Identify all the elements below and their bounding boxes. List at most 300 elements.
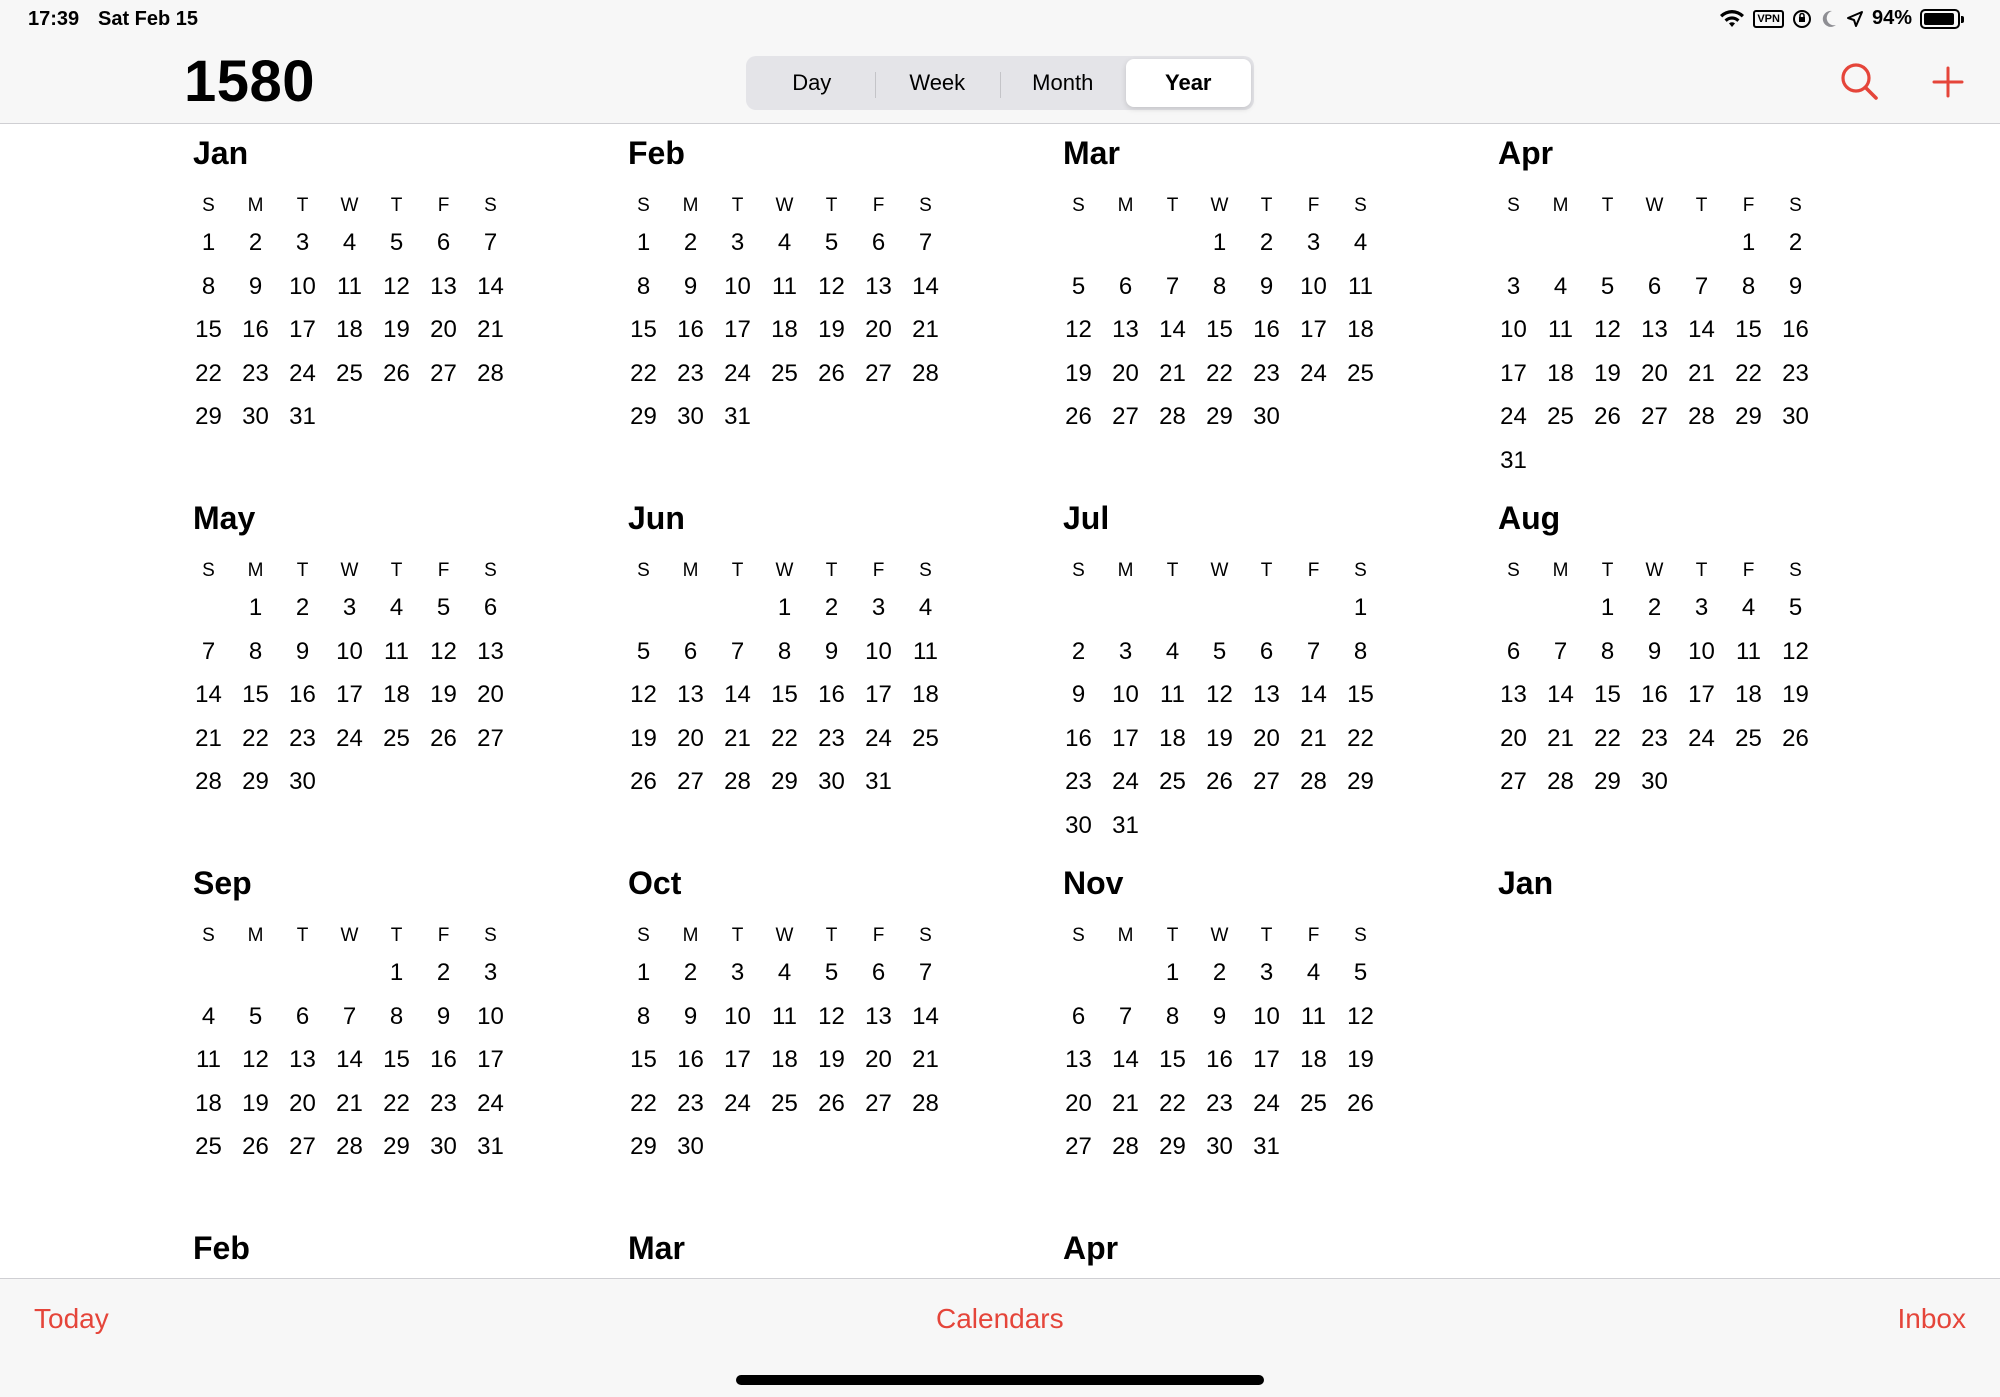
day-cell[interactable]: 25 — [912, 724, 939, 752]
day-cell[interactable]: 20 — [865, 1046, 892, 1074]
day-cell[interactable]: 10 — [1112, 681, 1139, 709]
day-cell[interactable]: 7 — [1553, 637, 1568, 665]
day-cell[interactable]: 26 — [818, 359, 845, 387]
day-cell[interactable]: 12 — [1065, 316, 1092, 344]
day-cell[interactable]: 31 — [477, 1133, 504, 1161]
day-cell[interactable]: 18 — [1547, 359, 1574, 387]
day-cell[interactable]: 1 — [1165, 959, 1180, 986]
day-cell[interactable]: 21 — [1112, 1089, 1139, 1117]
day-cell[interactable]: 21 — [912, 316, 939, 344]
day-cell[interactable]: 9 — [683, 1002, 698, 1030]
day-cell[interactable]: 8 — [636, 1002, 651, 1030]
month-sep[interactable] — [185, 855, 620, 1220]
day-cell[interactable]: 14 — [336, 1046, 363, 1074]
day-cell[interactable]: 8 — [389, 1002, 404, 1030]
day-cell[interactable]: 5 — [1071, 272, 1086, 300]
day-cell[interactable]: 25 — [336, 359, 363, 387]
day-cell[interactable]: 30 — [1065, 812, 1092, 839]
day-cell[interactable]: 29 — [195, 403, 222, 431]
day-cell[interactable]: 3 — [295, 229, 310, 256]
day-cell[interactable]: 5 — [1788, 594, 1803, 621]
day-cell[interactable]: 19 — [1782, 681, 1809, 709]
day-cell[interactable]: 20 — [1065, 1089, 1092, 1117]
day-cell[interactable]: 23 — [430, 1089, 457, 1117]
day-cell[interactable]: 30 — [1782, 403, 1809, 431]
day-cell[interactable]: 6 — [295, 1002, 310, 1030]
day-cell[interactable]: 14 — [912, 272, 939, 300]
day-cell[interactable]: 5 — [636, 637, 651, 665]
day-cell[interactable]: 29 — [630, 403, 657, 431]
day-cell[interactable]: 29 — [630, 1133, 657, 1161]
day-cell[interactable]: 13 — [1500, 681, 1527, 709]
day-cell[interactable]: 27 — [1500, 768, 1527, 796]
day-cell[interactable]: 20 — [477, 681, 504, 709]
day-cell[interactable]: 6 — [683, 637, 698, 665]
day-cell[interactable]: 1 — [777, 594, 792, 621]
day-cell[interactable]: 8 — [201, 272, 216, 300]
day-cell[interactable]: 15 — [242, 681, 269, 709]
day-cell[interactable]: 8 — [777, 637, 792, 665]
month-feb[interactable] — [620, 125, 1055, 490]
day-cell[interactable]: 21 — [724, 724, 751, 752]
day-cell[interactable]: 13 — [477, 637, 504, 665]
month-apr[interactable] — [1490, 125, 1925, 490]
day-cell[interactable]: 6 — [1071, 1002, 1086, 1030]
day-cell[interactable]: 14 — [477, 272, 504, 300]
day-cell[interactable]: 28 — [912, 359, 939, 387]
day-cell[interactable]: 8 — [248, 637, 263, 665]
day-cell[interactable]: 10 — [336, 637, 363, 665]
day-cell[interactable]: 1 — [1353, 594, 1368, 621]
day-cell[interactable]: 15 — [771, 681, 798, 709]
day-cell[interactable]: 25 — [383, 724, 410, 752]
day-cell[interactable]: 15 — [630, 1046, 657, 1074]
day-cell[interactable]: 31 — [724, 403, 751, 431]
day-cell[interactable]: 13 — [430, 272, 457, 300]
day-cell[interactable]: 3 — [483, 959, 498, 986]
month-jun[interactable] — [620, 490, 1055, 855]
search-icon[interactable] — [1838, 60, 1882, 104]
day-cell[interactable]: 15 — [1347, 681, 1374, 709]
day-cell[interactable]: 28 — [1159, 403, 1186, 431]
day-cell[interactable]: 11 — [772, 1002, 797, 1030]
day-cell[interactable]: 17 — [477, 1046, 504, 1074]
day-cell[interactable]: 31 — [1500, 447, 1527, 474]
day-cell[interactable]: 11 — [337, 272, 362, 300]
day-cell[interactable]: 26 — [818, 1089, 845, 1117]
day-cell[interactable]: 15 — [383, 1046, 410, 1074]
day-cell[interactable]: 20 — [1112, 359, 1139, 387]
day-cell[interactable]: 20 — [430, 316, 457, 344]
day-cell[interactable]: 13 — [1641, 316, 1668, 344]
day-cell[interactable]: 22 — [1347, 724, 1374, 752]
day-cell[interactable]: 28 — [912, 1089, 939, 1117]
day-cell[interactable]: 9 — [295, 637, 310, 665]
day-cell[interactable]: 4 — [1306, 959, 1321, 986]
day-cell[interactable]: 23 — [818, 724, 845, 752]
day-cell[interactable]: 1 — [1741, 229, 1756, 256]
day-cell[interactable]: 11 — [1348, 272, 1373, 300]
day-cell[interactable]: 2 — [436, 959, 451, 986]
day-cell[interactable]: 21 — [336, 1089, 363, 1117]
day-cell[interactable]: 27 — [1253, 768, 1280, 796]
day-cell[interactable]: 6 — [483, 594, 498, 621]
day-cell[interactable]: 3 — [1118, 637, 1133, 665]
day-cell[interactable]: 24 — [865, 724, 892, 752]
day-cell[interactable]: 12 — [1347, 1002, 1374, 1030]
day-cell[interactable]: 9 — [1788, 272, 1803, 300]
day-cell[interactable]: 20 — [1500, 724, 1527, 752]
day-cell[interactable]: 12 — [818, 1002, 845, 1030]
day-cell[interactable]: 1 — [389, 959, 404, 986]
day-cell[interactable]: 12 — [1206, 681, 1233, 709]
day-cell[interactable]: 26 — [1347, 1089, 1374, 1117]
day-cell[interactable]: 21 — [1688, 359, 1715, 387]
day-cell[interactable]: 27 — [1112, 403, 1139, 431]
day-cell[interactable]: 15 — [630, 316, 657, 344]
day-cell[interactable]: 5 — [248, 1002, 263, 1030]
day-cell[interactable]: 5 — [1600, 272, 1615, 300]
day-cell[interactable]: 16 — [1253, 316, 1280, 344]
day-cell[interactable]: 26 — [1782, 724, 1809, 752]
day-cell[interactable]: 25 — [1547, 403, 1574, 431]
day-cell[interactable]: 22 — [630, 359, 657, 387]
day-cell[interactable]: 4 — [777, 959, 792, 986]
day-cell[interactable]: 13 — [289, 1046, 316, 1074]
day-cell[interactable]: 17 — [865, 681, 892, 709]
day-cell[interactable]: 13 — [1253, 681, 1280, 709]
segment-week[interactable]: Week — [875, 59, 1001, 107]
day-cell[interactable]: 7 — [918, 229, 933, 256]
month-feb[interactable] — [185, 1220, 620, 1278]
day-cell[interactable]: 7 — [1165, 272, 1180, 300]
day-cell[interactable]: 26 — [1594, 403, 1621, 431]
day-cell[interactable]: 13 — [677, 681, 704, 709]
day-cell[interactable]: 17 — [289, 316, 316, 344]
day-cell[interactable]: 14 — [1112, 1046, 1139, 1074]
day-cell[interactable]: 2 — [248, 229, 263, 256]
day-cell[interactable]: 15 — [1159, 1046, 1186, 1074]
day-cell[interactable]: 8 — [1741, 272, 1756, 300]
day-cell[interactable]: 16 — [1206, 1046, 1233, 1074]
day-cell[interactable]: 15 — [1594, 681, 1621, 709]
day-cell[interactable]: 7 — [730, 637, 745, 665]
day-cell[interactable]: 22 — [195, 359, 222, 387]
day-cell[interactable]: 23 — [1641, 724, 1668, 752]
day-cell[interactable]: 7 — [342, 1002, 357, 1030]
day-cell[interactable]: 3 — [1306, 229, 1321, 256]
day-cell[interactable]: 20 — [677, 724, 704, 752]
day-cell[interactable]: 22 — [1159, 1089, 1186, 1117]
day-cell[interactable]: 14 — [195, 681, 222, 709]
day-cell[interactable]: 19 — [818, 1046, 845, 1074]
day-cell[interactable]: 8 — [636, 272, 651, 300]
day-cell[interactable]: 16 — [677, 316, 704, 344]
day-cell[interactable]: 30 — [1206, 1133, 1233, 1161]
day-cell[interactable]: 8 — [1165, 1002, 1180, 1030]
day-cell[interactable]: 23 — [1206, 1089, 1233, 1117]
day-cell[interactable]: 30 — [1253, 403, 1280, 431]
day-cell[interactable]: 4 — [389, 594, 404, 621]
day-cell[interactable]: 5 — [824, 959, 839, 986]
day-cell[interactable]: 18 — [1300, 1046, 1327, 1074]
day-cell[interactable]: 17 — [724, 1046, 751, 1074]
day-cell[interactable]: 12 — [1782, 637, 1809, 665]
day-cell[interactable]: 17 — [336, 681, 363, 709]
day-cell[interactable]: 6 — [871, 229, 886, 256]
day-cell[interactable]: 11 — [1160, 681, 1185, 709]
segment-month[interactable]: Month — [1000, 59, 1126, 107]
day-cell[interactable]: 15 — [1206, 316, 1233, 344]
day-cell[interactable]: 24 — [1500, 403, 1527, 431]
day-cell[interactable]: 17 — [1253, 1046, 1280, 1074]
month-jan[interactable] — [1490, 855, 1925, 1220]
day-cell[interactable]: 8 — [1212, 272, 1227, 300]
day-cell[interactable]: 23 — [677, 359, 704, 387]
day-cell[interactable]: 27 — [677, 768, 704, 796]
day-cell[interactable]: 20 — [1253, 724, 1280, 752]
day-cell[interactable]: 4 — [201, 1002, 216, 1030]
day-cell[interactable]: 13 — [865, 272, 892, 300]
day-cell[interactable]: 11 — [1548, 316, 1573, 344]
day-cell[interactable]: 22 — [771, 724, 798, 752]
month-may[interactable] — [185, 490, 620, 855]
day-cell[interactable]: 4 — [918, 594, 933, 621]
day-cell[interactable]: 25 — [771, 1089, 798, 1117]
calendars-button[interactable]: Calendars — [936, 1303, 1064, 1334]
day-cell[interactable]: 26 — [1206, 768, 1233, 796]
day-cell[interactable]: 1 — [636, 959, 651, 986]
day-cell[interactable]: 4 — [1553, 272, 1568, 300]
day-cell[interactable]: 18 — [195, 1089, 222, 1117]
day-cell[interactable]: 31 — [1253, 1133, 1280, 1161]
day-cell[interactable]: 6 — [1118, 272, 1133, 300]
day-cell[interactable]: 30 — [818, 768, 845, 796]
day-cell[interactable]: 21 — [195, 724, 222, 752]
day-cell[interactable]: 3 — [871, 594, 886, 621]
day-cell[interactable]: 8 — [1600, 637, 1615, 665]
month-jul[interactable] — [1055, 490, 1490, 855]
day-cell[interactable]: 24 — [724, 1089, 751, 1117]
day-cell[interactable]: 19 — [630, 724, 657, 752]
day-cell[interactable]: 19 — [383, 316, 410, 344]
day-cell[interactable]: 16 — [818, 681, 845, 709]
day-cell[interactable]: 29 — [383, 1133, 410, 1161]
day-cell[interactable]: 2 — [683, 959, 698, 986]
day-cell[interactable]: 9 — [1259, 272, 1274, 300]
day-cell[interactable]: 16 — [1641, 681, 1668, 709]
day-cell[interactable]: 26 — [383, 359, 410, 387]
day-cell[interactable]: 4 — [1741, 594, 1756, 621]
day-cell[interactable]: 11 — [913, 637, 938, 665]
day-cell[interactable]: 19 — [1065, 359, 1092, 387]
day-cell[interactable]: 14 — [724, 681, 751, 709]
day-cell[interactable]: 24 — [1688, 724, 1715, 752]
day-cell[interactable]: 28 — [336, 1133, 363, 1161]
day-cell[interactable]: 1 — [636, 229, 651, 256]
day-cell[interactable]: 5 — [389, 229, 404, 256]
day-cell[interactable]: 25 — [771, 359, 798, 387]
day-cell[interactable]: 7 — [201, 637, 216, 665]
day-cell[interactable]: 12 — [430, 637, 457, 665]
day-cell[interactable]: 7 — [483, 229, 498, 256]
day-cell[interactable]: 15 — [195, 316, 222, 344]
day-cell[interactable]: 22 — [630, 1089, 657, 1117]
day-cell[interactable]: 28 — [1688, 403, 1715, 431]
day-cell[interactable]: 1 — [1600, 594, 1615, 621]
day-cell[interactable]: 25 — [1159, 768, 1186, 796]
add-event-icon[interactable] — [1926, 60, 1970, 104]
day-cell[interactable]: 27 — [477, 724, 504, 752]
month-mar[interactable] — [620, 1220, 1055, 1278]
day-cell[interactable]: 24 — [724, 359, 751, 387]
day-cell[interactable]: 2 — [295, 594, 310, 621]
day-cell[interactable]: 17 — [1688, 681, 1715, 709]
day-cell[interactable]: 13 — [1065, 1046, 1092, 1074]
day-cell[interactable]: 29 — [1594, 768, 1621, 796]
month-nov[interactable] — [1055, 855, 1490, 1220]
day-cell[interactable]: 3 — [730, 959, 745, 986]
day-cell[interactable]: 2 — [1647, 594, 1662, 621]
day-cell[interactable]: 5 — [1212, 637, 1227, 665]
day-cell[interactable]: 16 — [242, 316, 269, 344]
day-cell[interactable]: 17 — [1300, 316, 1327, 344]
day-cell[interactable]: 29 — [1735, 403, 1762, 431]
day-cell[interactable]: 26 — [1065, 403, 1092, 431]
day-cell[interactable]: 13 — [1112, 316, 1139, 344]
day-cell[interactable]: 18 — [771, 1046, 798, 1074]
segment-year[interactable]: Year — [1126, 59, 1252, 107]
day-cell[interactable]: 6 — [1647, 272, 1662, 300]
day-cell[interactable]: 30 — [677, 1133, 704, 1161]
day-cell[interactable]: 24 — [1112, 768, 1139, 796]
day-cell[interactable]: 22 — [383, 1089, 410, 1117]
day-cell[interactable]: 9 — [683, 272, 698, 300]
day-cell[interactable]: 9 — [1212, 1002, 1227, 1030]
month-mar[interactable] — [1055, 125, 1490, 490]
day-cell[interactable]: 29 — [242, 768, 269, 796]
day-cell[interactable]: 3 — [1694, 594, 1709, 621]
day-cell[interactable]: 12 — [383, 272, 410, 300]
day-cell[interactable]: 30 — [430, 1133, 457, 1161]
day-cell[interactable]: 3 — [730, 229, 745, 256]
day-cell[interactable]: 26 — [242, 1133, 269, 1161]
day-cell[interactable]: 24 — [289, 359, 316, 387]
day-cell[interactable]: 11 — [772, 272, 797, 300]
day-cell[interactable]: 16 — [430, 1046, 457, 1074]
day-cell[interactable]: 22 — [1594, 724, 1621, 752]
day-cell[interactable]: 4 — [1165, 637, 1180, 665]
day-cell[interactable]: 23 — [1782, 359, 1809, 387]
day-cell[interactable]: 4 — [342, 229, 357, 256]
day-cell[interactable]: 12 — [630, 681, 657, 709]
day-cell[interactable]: 30 — [677, 403, 704, 431]
day-cell[interactable]: 10 — [289, 272, 316, 300]
day-cell[interactable]: 18 — [1159, 724, 1186, 752]
day-cell[interactable]: 18 — [912, 681, 939, 709]
day-cell[interactable]: 24 — [1253, 1089, 1280, 1117]
day-cell[interactable]: 20 — [1641, 359, 1668, 387]
day-cell[interactable]: 10 — [865, 637, 892, 665]
day-cell[interactable]: 21 — [912, 1046, 939, 1074]
day-cell[interactable]: 25 — [195, 1133, 222, 1161]
day-cell[interactable]: 19 — [1594, 359, 1621, 387]
day-cell[interactable]: 30 — [289, 768, 316, 796]
day-cell[interactable]: 29 — [771, 768, 798, 796]
day-cell[interactable]: 25 — [1347, 359, 1374, 387]
day-cell[interactable]: 11 — [1736, 637, 1761, 665]
day-cell[interactable]: 3 — [1259, 959, 1274, 986]
day-cell[interactable]: 23 — [242, 359, 269, 387]
day-cell[interactable]: 30 — [1641, 768, 1668, 796]
day-cell[interactable]: 30 — [242, 403, 269, 431]
day-cell[interactable]: 23 — [1253, 359, 1280, 387]
day-cell[interactable]: 25 — [1735, 724, 1762, 752]
day-cell[interactable]: 17 — [1112, 724, 1139, 752]
day-cell[interactable]: 26 — [430, 724, 457, 752]
day-cell[interactable]: 28 — [195, 768, 222, 796]
day-cell[interactable]: 5 — [824, 229, 839, 256]
day-cell[interactable]: 11 — [1301, 1002, 1326, 1030]
day-cell[interactable]: 5 — [1353, 959, 1368, 986]
day-cell[interactable]: 4 — [777, 229, 792, 256]
day-cell[interactable]: 22 — [1735, 359, 1762, 387]
day-cell[interactable]: 2 — [824, 594, 839, 621]
day-cell[interactable]: 29 — [1159, 1133, 1186, 1161]
segment-day[interactable]: Day — [792, 70, 832, 95]
day-cell[interactable]: 10 — [724, 1002, 751, 1030]
day-cell[interactable]: 2 — [1212, 959, 1227, 986]
day-cell[interactable]: 28 — [1300, 768, 1327, 796]
day-cell[interactable]: 14 — [912, 1002, 939, 1030]
day-cell[interactable]: 19 — [1347, 1046, 1374, 1074]
day-cell[interactable]: 12 — [242, 1046, 269, 1074]
day-cell[interactable]: 28 — [1112, 1133, 1139, 1161]
day-cell[interactable]: 14 — [1688, 316, 1715, 344]
today-button[interactable]: Today — [34, 1303, 109, 1334]
day-cell[interactable]: 6 — [1506, 637, 1521, 665]
day-cell[interactable]: 13 — [865, 1002, 892, 1030]
day-cell[interactable]: 7 — [918, 959, 933, 986]
day-cell[interactable]: 11 — [196, 1046, 221, 1074]
day-cell[interactable]: 24 — [477, 1089, 504, 1117]
day-cell[interactable]: 16 — [1065, 724, 1092, 752]
day-cell[interactable]: 21 — [1300, 724, 1327, 752]
inbox-button[interactable]: Inbox — [1897, 1303, 1966, 1334]
day-cell[interactable]: 10 — [724, 272, 751, 300]
day-cell[interactable]: 27 — [430, 359, 457, 387]
day-cell[interactable]: 26 — [630, 768, 657, 796]
day-cell[interactable]: 9 — [436, 1002, 451, 1030]
day-cell[interactable]: 14 — [1547, 681, 1574, 709]
month-jan[interactable] — [185, 125, 620, 490]
day-cell[interactable]: 12 — [818, 272, 845, 300]
day-cell[interactable]: 19 — [818, 316, 845, 344]
day-cell[interactable]: 21 — [1547, 724, 1574, 752]
day-cell[interactable]: 3 — [342, 594, 357, 621]
day-cell[interactable]: 23 — [1065, 768, 1092, 796]
day-cell[interactable]: 16 — [1782, 316, 1809, 344]
day-cell[interactable]: 7 — [1306, 637, 1321, 665]
day-cell[interactable]: 7 — [1118, 1002, 1133, 1030]
day-cell[interactable]: 3 — [1506, 272, 1521, 300]
day-cell[interactable]: 6 — [436, 229, 451, 256]
day-cell[interactable]: 29 — [1206, 403, 1233, 431]
day-cell[interactable]: 6 — [1259, 637, 1274, 665]
day-cell[interactable]: 14 — [1300, 681, 1327, 709]
day-cell[interactable]: 9 — [1647, 637, 1662, 665]
day-cell[interactable]: 5 — [436, 594, 451, 621]
